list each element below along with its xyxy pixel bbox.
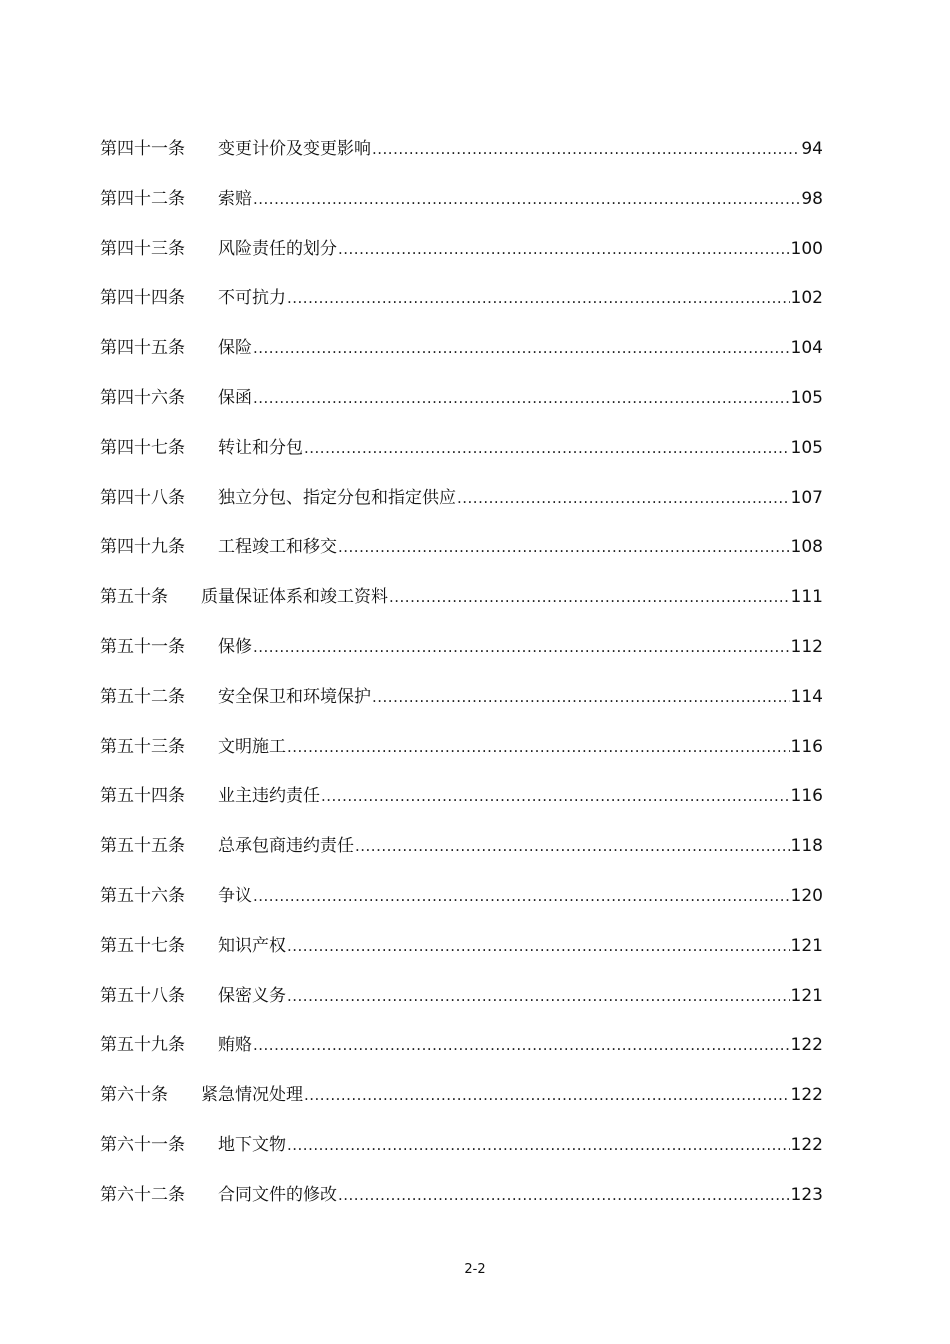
toc-entry[interactable] xyxy=(100,634,823,684)
dot-leader xyxy=(253,186,800,212)
article-title: 合同文件的修改 xyxy=(218,1184,337,1205)
toc-entry[interactable] xyxy=(100,783,823,833)
dot-leader xyxy=(304,1082,790,1108)
article-number: 第四十二条 xyxy=(100,188,185,209)
article-number: 第五十六条 xyxy=(100,885,185,906)
toc-entry[interactable] xyxy=(100,136,823,186)
dot-leader xyxy=(287,285,790,311)
article-title: 业主违约责任 xyxy=(218,786,320,807)
page-number: 123 xyxy=(790,1184,823,1205)
article-number: 第五十三条 xyxy=(100,736,185,757)
page-number: 94 xyxy=(801,139,823,159)
page-number: 116 xyxy=(790,786,823,807)
article-title: 不可抗力 xyxy=(218,288,286,309)
dot-leader xyxy=(253,883,790,909)
article-number: 第四十六条 xyxy=(100,387,185,408)
page-number: 111 xyxy=(790,587,823,608)
page-number: 105 xyxy=(790,387,823,408)
toc-entry[interactable] xyxy=(100,435,823,485)
article-number: 第四十四条 xyxy=(100,288,185,309)
article-title: 安全保卫和环境保护 xyxy=(218,686,371,707)
dot-leader xyxy=(287,983,790,1009)
page-number: 114 xyxy=(790,686,823,707)
article-number: 第五十五条 xyxy=(100,836,185,857)
dot-leader xyxy=(338,534,790,560)
page-number: 104 xyxy=(790,338,823,359)
toc-entry[interactable] xyxy=(100,833,823,883)
article-number: 第六十一条 xyxy=(100,1134,185,1155)
article-number: 第四十一条 xyxy=(100,139,185,159)
toc-entry[interactable] xyxy=(100,1032,823,1082)
page-number: 98 xyxy=(801,188,823,209)
dot-leader xyxy=(287,734,790,760)
article-number: 第五十七条 xyxy=(100,935,185,956)
article-title: 保险 xyxy=(218,338,252,359)
dot-leader xyxy=(389,584,790,610)
article-title: 文明施工 xyxy=(218,736,286,757)
article-title: 索赔 xyxy=(218,188,252,209)
article-title: 总承包商违约责任 xyxy=(218,836,354,857)
article-title: 变更计价及变更影响 xyxy=(218,139,371,159)
page-number: 102 xyxy=(790,288,823,309)
article-number: 第四十三条 xyxy=(100,238,185,259)
article-number: 第六十二条 xyxy=(100,1184,185,1205)
toc-entry[interactable] xyxy=(100,1182,823,1232)
page-number: 120 xyxy=(790,885,823,906)
dot-leader xyxy=(457,485,790,511)
toc-entry[interactable] xyxy=(100,236,823,286)
article-title: 保密义务 xyxy=(218,985,286,1006)
page-number: 122 xyxy=(790,1035,823,1056)
page-number: 118 xyxy=(790,836,823,857)
toc-entry[interactable] xyxy=(100,485,823,535)
dot-leader xyxy=(372,684,790,710)
toc-entry[interactable] xyxy=(100,734,823,784)
article-title: 紧急情况处理 xyxy=(201,1085,303,1106)
page-footer-number: 2-2 xyxy=(464,1262,486,1277)
article-title: 地下文物 xyxy=(218,1134,286,1155)
article-title: 质量保证体系和竣工资料 xyxy=(201,587,388,608)
article-title: 保修 xyxy=(218,636,252,657)
article-number: 第四十五条 xyxy=(100,338,185,359)
toc-entry[interactable] xyxy=(100,883,823,933)
page-number: 105 xyxy=(790,437,823,458)
toc-entry[interactable] xyxy=(100,285,823,335)
article-number: 第五十九条 xyxy=(100,1035,185,1056)
dot-leader xyxy=(338,236,790,262)
toc-entry[interactable] xyxy=(100,584,823,634)
toc-entry[interactable] xyxy=(100,534,823,584)
dot-leader xyxy=(321,783,790,809)
dot-leader xyxy=(253,634,790,660)
article-title: 保函 xyxy=(218,387,252,408)
dot-leader xyxy=(355,833,790,859)
dot-leader xyxy=(253,335,790,361)
page-number: 116 xyxy=(790,736,823,757)
article-number: 第五十八条 xyxy=(100,985,185,1006)
article-title: 转让和分包 xyxy=(218,437,303,458)
dot-leader xyxy=(338,1182,790,1208)
article-title: 工程竣工和移交 xyxy=(218,537,337,558)
article-number: 第四十八条 xyxy=(100,487,185,508)
dot-leader xyxy=(372,136,800,162)
page-number: 112 xyxy=(790,636,823,657)
toc-entry[interactable] xyxy=(100,186,823,236)
toc-entry[interactable] xyxy=(100,1082,823,1132)
article-number: 第五十一条 xyxy=(100,636,185,657)
toc-entry[interactable] xyxy=(100,1132,823,1182)
article-title: 知识产权 xyxy=(218,935,286,956)
article-number: 第五十二条 xyxy=(100,686,185,707)
table-of-contents xyxy=(100,136,823,1232)
article-number: 第五十四条 xyxy=(100,786,185,807)
toc-entry[interactable] xyxy=(100,335,823,385)
dot-leader xyxy=(287,1132,790,1158)
toc-entry[interactable] xyxy=(100,983,823,1033)
page-number: 108 xyxy=(790,537,823,558)
article-title: 独立分包、指定分包和指定供应 xyxy=(218,487,456,508)
article-title: 争议 xyxy=(218,885,252,906)
dot-leader xyxy=(304,435,790,461)
toc-entry[interactable] xyxy=(100,933,823,983)
article-title: 贿赂 xyxy=(218,1035,252,1056)
page-number: 122 xyxy=(790,1134,823,1155)
article-title: 风险责任的划分 xyxy=(218,238,337,259)
page-number: 122 xyxy=(790,1085,823,1106)
page-number: 121 xyxy=(790,935,823,956)
dot-leader xyxy=(253,385,790,411)
toc-entry[interactable] xyxy=(100,385,823,435)
page-number: 107 xyxy=(790,487,823,508)
page-number: 121 xyxy=(790,985,823,1006)
article-number: 第四十九条 xyxy=(100,537,185,558)
toc-entry[interactable] xyxy=(100,684,823,734)
article-number: 第五十条 xyxy=(100,587,168,608)
dot-leader xyxy=(287,933,790,959)
page-number: 100 xyxy=(790,238,823,259)
article-number: 第四十七条 xyxy=(100,437,185,458)
dot-leader xyxy=(253,1032,790,1058)
article-number: 第六十条 xyxy=(100,1085,168,1106)
